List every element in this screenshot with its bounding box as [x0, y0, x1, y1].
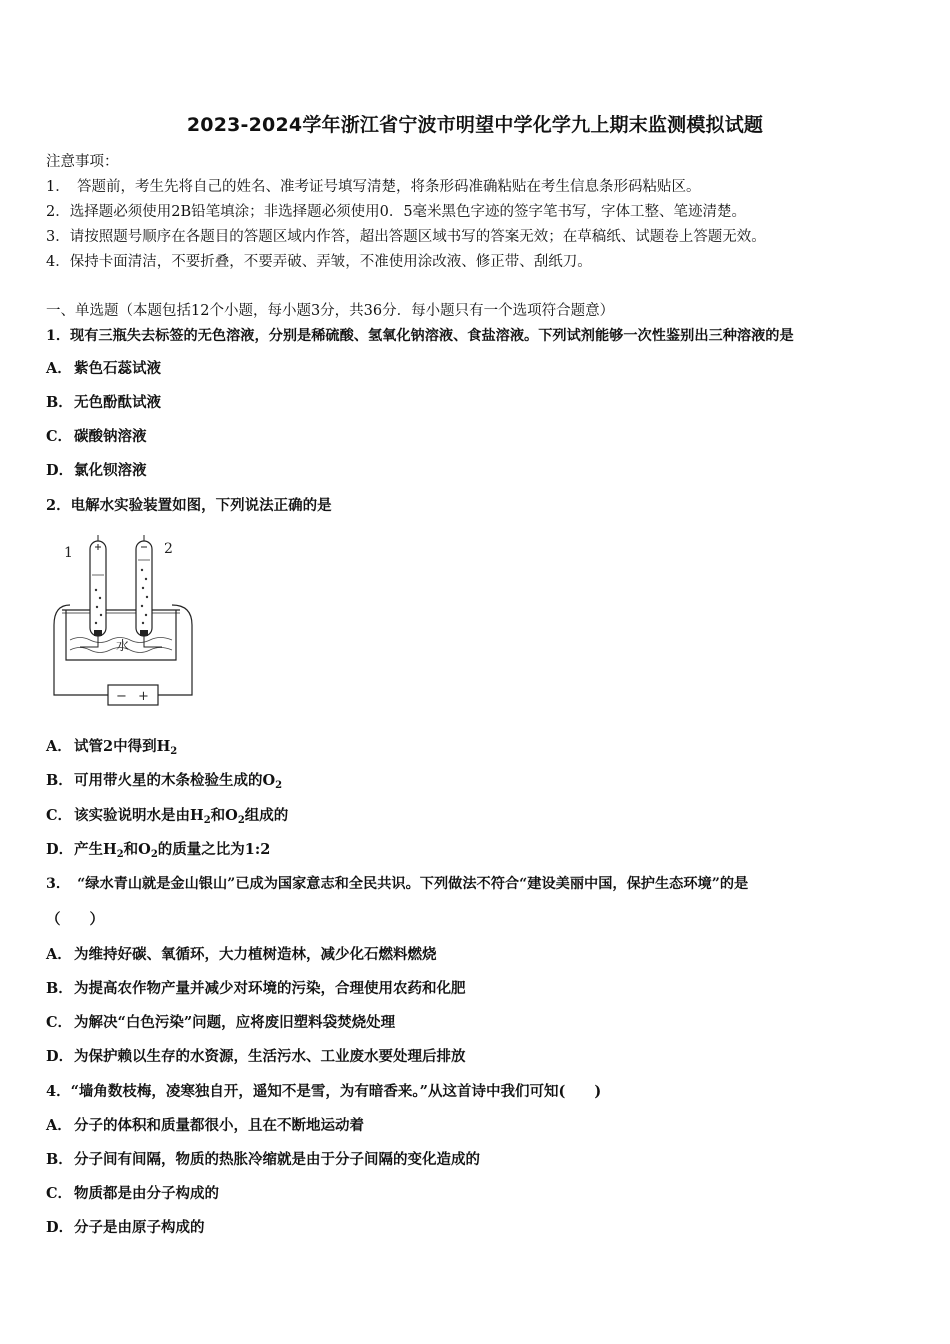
- q1-option-a: [46, 359, 161, 379]
- option-letter: A．: [46, 360, 72, 377]
- q3-option-a: [46, 945, 437, 965]
- page-title: 2023-2024学年浙江省宁波市明望中学化学九上期末监测模拟试题: [186, 114, 764, 136]
- q4-option-a: [46, 1116, 364, 1136]
- battery-positive: +: [138, 689, 149, 704]
- water-label: 水: [116, 639, 130, 654]
- question-3-blank: （ ）: [46, 911, 104, 928]
- q1-option-b: [46, 393, 161, 413]
- subscript: 2: [275, 780, 283, 791]
- q1-option-d: [46, 461, 147, 481]
- q3-option-d: [46, 1047, 466, 1067]
- option-text: 氯化钡溶液: [74, 462, 147, 479]
- q4-option-b: [46, 1150, 480, 1170]
- option-text: 产生H: [74, 841, 117, 858]
- option-text: 和O: [210, 807, 238, 824]
- option-text: 和O: [123, 841, 151, 858]
- notice-item: 3．请按照题号顺序在各题目的答题区域内作答，超出答题区域书写的答案无效；在草稿纸、试题卷上答题无效。: [46, 229, 766, 245]
- q3-option-b: [46, 979, 466, 999]
- question-4-stem: 4．“墙角数枝梅，凌寒独自开，遥知不是雪，为有暗香来。”从这首诗中我们可知( ): [46, 1083, 602, 1100]
- option-text: 分子是由原子构成的: [74, 1219, 205, 1236]
- option-text: 试管2中得到H: [74, 738, 171, 755]
- tube-1-label: 1: [64, 545, 73, 561]
- q2-option-d: [46, 840, 270, 860]
- option-letter: A．: [46, 946, 72, 963]
- option-text: 为提高农作物产量并减少对环境的污染，合理使用农药和化肥: [74, 980, 466, 997]
- option-letter: B．: [46, 772, 73, 789]
- option-letter: D．: [46, 1048, 74, 1065]
- electrolysis-apparatus-figure: [50, 535, 210, 715]
- option-letter: B．: [46, 394, 73, 411]
- subscript: 2: [237, 815, 245, 826]
- option-letter: C．: [46, 1014, 73, 1031]
- option-text: 碳酸钠溶液: [74, 428, 147, 445]
- option-text: 分子的体积和质量都很小，且在不断地运动着: [74, 1117, 364, 1134]
- tube-2-label: 2: [164, 541, 173, 557]
- option-letter: C．: [46, 1185, 73, 1202]
- option-letter: C．: [46, 807, 73, 824]
- option-text: 为解决“白色污染”问题，应将废旧塑料袋焚烧处理: [74, 1014, 396, 1031]
- q4-option-c: [46, 1184, 219, 1204]
- q1-option-c: [46, 427, 147, 447]
- option-letter: A．: [46, 738, 72, 755]
- q4-option-d: [46, 1218, 205, 1238]
- notice-heading: 注意事项：: [46, 154, 119, 170]
- section-heading: 一、单选题（本题包括12个小题，每小题3分，共36分．每小题只有一个选项符合题意）: [46, 303, 615, 319]
- option-text: 为保护赖以生存的水资源，生活污水、工业废水要处理后排放: [74, 1048, 466, 1065]
- option-text: 组成的: [244, 807, 289, 824]
- question-1-stem: 1．现有三瓶失去标签的无色溶液，分别是稀硫酸、氢氧化钠溶液、食盐溶液。下列试剂能够一次性鉴别出三种溶液的是: [46, 328, 794, 344]
- subscript: 2: [116, 849, 124, 860]
- q2-option-c: [46, 806, 288, 826]
- subscript: 2: [170, 746, 178, 757]
- question-2-stem: 2．电解水实验装置如图，下列说法正确的是: [46, 497, 332, 514]
- option-letter: D．: [46, 1219, 74, 1236]
- option-text: 可用带火星的木条检验生成的O: [74, 772, 276, 789]
- battery-negative: −: [116, 689, 127, 704]
- notice-item: 2．选择题必须使用2B铅笔填涂；非选择题必须使用0．5毫米黑色字迹的签字笔书写，字体工整、笔迹清楚。: [46, 204, 747, 220]
- option-text: 该实验说明水是由H: [74, 807, 204, 824]
- option-letter: D．: [46, 841, 74, 858]
- option-text: 无色酚酞试液: [74, 394, 161, 411]
- subscript: 2: [203, 815, 211, 826]
- subscript: 2: [150, 849, 158, 860]
- option-letter: B．: [46, 980, 73, 997]
- question-3-stem: 3． “绿水青山就是金山银山”已成为国家意志和全民共识。下列做法不符合“建设美丽中国，保护生态环境”的是: [46, 876, 749, 892]
- q3-option-c: [46, 1013, 395, 1033]
- option-text: 为维持好碳、氧循环，大力植树造林，减少化石燃料燃烧: [74, 946, 437, 963]
- option-letter: C．: [46, 428, 73, 445]
- notice-item: 1． 答题前，考生先将自己的姓名、准考证号填写清楚，将条形码准确粘贴在考生信息条形码粘贴区。: [46, 179, 701, 195]
- q2-option-b: [46, 771, 282, 791]
- option-letter: B．: [46, 1151, 73, 1168]
- test-tube-1: [90, 541, 106, 636]
- option-text: 的质量之比为1:2: [157, 841, 271, 858]
- q2-option-a: [46, 737, 177, 757]
- option-letter: D．: [46, 462, 74, 479]
- option-text: 分子间有间隔，物质的热胀冷缩就是由于分子间隔的变化造成的: [74, 1151, 480, 1168]
- option-text: 物质都是由分子构成的: [74, 1185, 219, 1202]
- notice-item: 4．保持卡面清洁，不要折叠，不要弄破、弄皱，不准使用涂改液、修正带、刮纸刀。: [46, 254, 592, 270]
- option-letter: A．: [46, 1117, 72, 1134]
- option-text: 紫色石蕊试液: [74, 360, 161, 377]
